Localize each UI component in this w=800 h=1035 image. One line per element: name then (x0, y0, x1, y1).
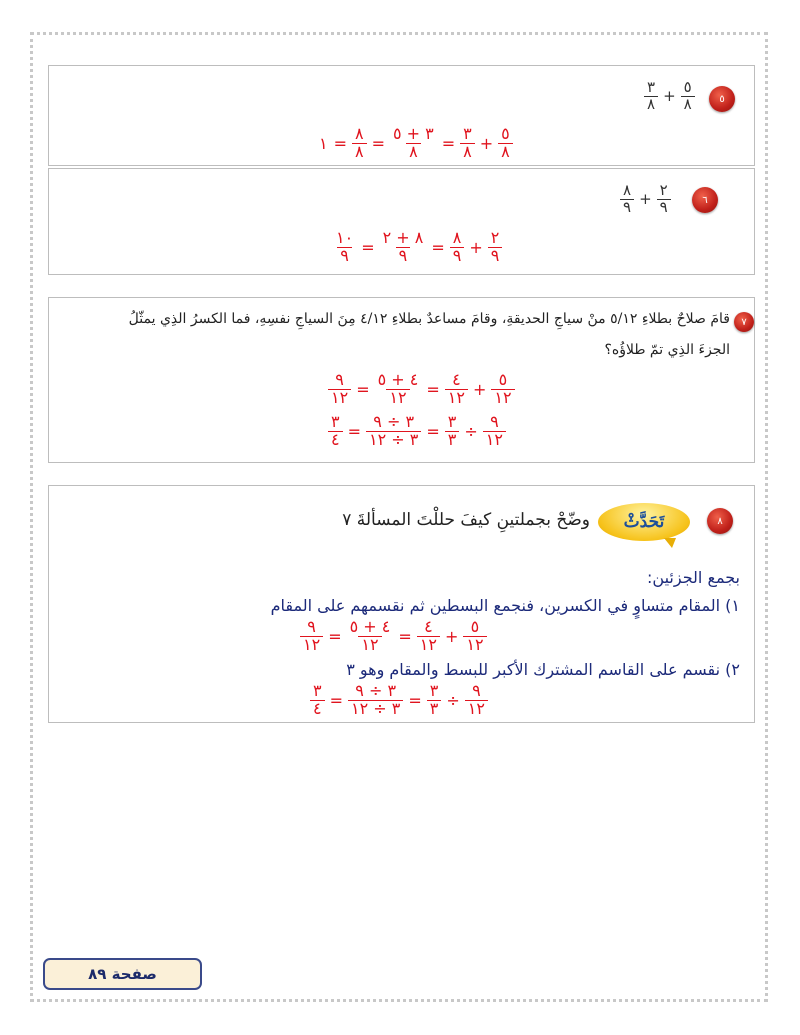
denominator: ١٢ (465, 700, 488, 718)
fraction (380, 230, 427, 265)
fraction (366, 414, 421, 449)
problem-6-question (618, 183, 673, 216)
fraction (390, 126, 437, 161)
fraction (333, 230, 356, 265)
fraction (657, 183, 671, 216)
fraction (681, 80, 695, 113)
problem-number-badge: ٧ (734, 312, 754, 332)
denominator: ٣ ÷ ١٢ (366, 431, 421, 449)
numerator: ٥ (501, 124, 510, 143)
fraction (488, 230, 503, 265)
answer-step-1: ١) المقام متساوٍ في الكسرين، فنجمع البسطين ثم نقسمهم على المقام (270, 596, 740, 615)
denominator: ٨ (498, 143, 513, 161)
numerator: ٤ (424, 617, 433, 636)
denominator: ٩ (337, 247, 352, 265)
fraction (445, 372, 468, 407)
operator: = (361, 237, 375, 257)
operator: + (663, 87, 676, 106)
numerator: ٣ (313, 681, 322, 700)
numerator: ٣ ÷ ٩ (355, 681, 397, 700)
numerator: ٥ (683, 78, 692, 96)
operator: + (472, 379, 487, 399)
numerator: ٩ (335, 370, 344, 389)
numerator: ١٠ (336, 228, 354, 247)
fraction (328, 414, 343, 449)
numerator: ٤ + ٥ (349, 617, 391, 636)
operator: = (431, 237, 445, 257)
fraction (491, 372, 514, 407)
problem-6-answer (331, 230, 504, 265)
fraction (300, 619, 323, 654)
problem-7-text-line1: قامَ صلاحٌ بطلاءِ ٥/١٢ منْ سياجِ الحديقةِ، وقامَ مساعدٌ بطلاءِ ٤/١٢ مِنَ السياجِ نفسِهِ، فما الكسرُ الذِي يمثّلُ (128, 311, 730, 327)
operator: = (398, 626, 412, 646)
operator: = (329, 690, 343, 710)
numerator: ٤ (452, 370, 461, 389)
numerator: ٨ (355, 124, 364, 143)
numerator: ٣ (447, 412, 457, 431)
numerator: ٨ (623, 181, 632, 199)
numerator: ٣ (647, 78, 656, 96)
numerator: ٨ (452, 228, 462, 247)
answer-heading: بجمع الجزئين: (647, 568, 740, 587)
problem-7-text-line2: الجزءَ الذِي تمّ طلاؤُه؟ (604, 342, 730, 358)
fraction (375, 372, 422, 407)
denominator: ٣ (445, 431, 460, 449)
problem-number-badge: ٥ (709, 86, 735, 112)
numerator: ٣ + ٥ (393, 124, 434, 143)
fraction (450, 230, 465, 265)
denominator: ١٢ (328, 389, 351, 407)
operator: + (469, 237, 483, 257)
denominator: ١٢ (445, 389, 468, 407)
operator: = (426, 421, 440, 441)
numerator: ٣ (463, 124, 472, 143)
operator: = (333, 133, 347, 153)
denominator: ٤ (310, 700, 325, 718)
problem-8-answer-2 (308, 683, 490, 718)
bubble-label: تَحَدَّثْ (623, 512, 665, 532)
operator: = (356, 379, 370, 399)
operator: + (479, 133, 494, 153)
fraction (417, 619, 440, 654)
denominator: ٩ (450, 247, 465, 265)
operator: = (426, 379, 440, 399)
numerator: ٨ + ٢ (382, 228, 424, 247)
problem-number-badge: ٨ (707, 508, 733, 534)
fraction (483, 414, 506, 449)
numerator: ٥ (498, 370, 508, 389)
numerator: ٩ (490, 412, 499, 431)
operator: = (408, 690, 422, 710)
operator: = (328, 626, 342, 646)
operator: = (441, 133, 456, 153)
problem-8-text: وضّحْ بجملتينِ كيفَ حللْتَ المسألةَ ٧ (342, 510, 590, 530)
denominator: ١٢ (386, 389, 409, 407)
operator: + (639, 190, 652, 209)
numerator: ٣ ÷ ٩ (373, 412, 415, 431)
fraction (348, 683, 403, 718)
page-number-text: صفحة ٨٩ (88, 965, 157, 983)
answer-step-2: ٢) نقسم على القاسم المشترك الأكبر للبسط والمقام وهو ٣ (346, 660, 740, 679)
denominator: ٤ (328, 431, 343, 449)
numerator: ٣ (331, 412, 340, 431)
operator: = (371, 133, 385, 153)
denominator: ١٢ (358, 636, 381, 654)
denominator: ١٢ (483, 431, 506, 449)
numerator: ٣ (429, 681, 439, 700)
problem-5-question (642, 80, 697, 113)
denominator: ٨ (406, 143, 421, 161)
problem-7-answer-1 (326, 372, 517, 407)
fraction (465, 683, 488, 718)
fraction (463, 619, 486, 654)
denominator: ٩ (396, 247, 411, 265)
talk-speech-bubble (598, 503, 690, 541)
fraction (352, 126, 367, 161)
operator: = (347, 421, 361, 441)
denominator: ٩ (488, 247, 503, 265)
numerator: ٢ (490, 228, 500, 247)
fraction (460, 126, 475, 161)
denominator: ٨ (681, 96, 695, 113)
problem-8-answer-1 (298, 619, 489, 654)
denominator: ٩ (657, 199, 671, 216)
problem-number-badge: ٦ (692, 187, 718, 213)
problem-5-answer (316, 126, 515, 161)
denominator: ٨ (460, 143, 475, 161)
operator: ١ (319, 133, 328, 153)
denominator: ١٢ (417, 636, 440, 654)
numerator: ٥ (470, 617, 480, 636)
numerator: ٤ + ٥ (377, 370, 419, 389)
fraction (347, 619, 394, 654)
operator: ÷ (446, 690, 460, 710)
numerator: ٩ (472, 681, 481, 700)
operator: ÷ (464, 421, 478, 441)
numerator: ٢ (659, 181, 668, 199)
fraction (620, 183, 634, 216)
denominator: ٩ (620, 199, 634, 216)
fraction (644, 80, 658, 113)
numerator: ٩ (307, 617, 316, 636)
fraction (310, 683, 325, 718)
denominator: ١٢ (491, 389, 514, 407)
denominator: ٨ (644, 96, 658, 113)
fraction (498, 126, 513, 161)
denominator: ١٢ (300, 636, 323, 654)
operator: + (444, 626, 459, 646)
fraction (445, 414, 460, 449)
page-number-label (43, 958, 202, 990)
denominator: ١٢ (463, 636, 486, 654)
denominator: ٨ (352, 143, 367, 161)
denominator: ٣ ÷ ١٢ (348, 700, 403, 718)
fraction (328, 372, 351, 407)
fraction (427, 683, 442, 718)
problem-7-answer-2 (326, 414, 508, 449)
denominator: ٣ (427, 700, 442, 718)
